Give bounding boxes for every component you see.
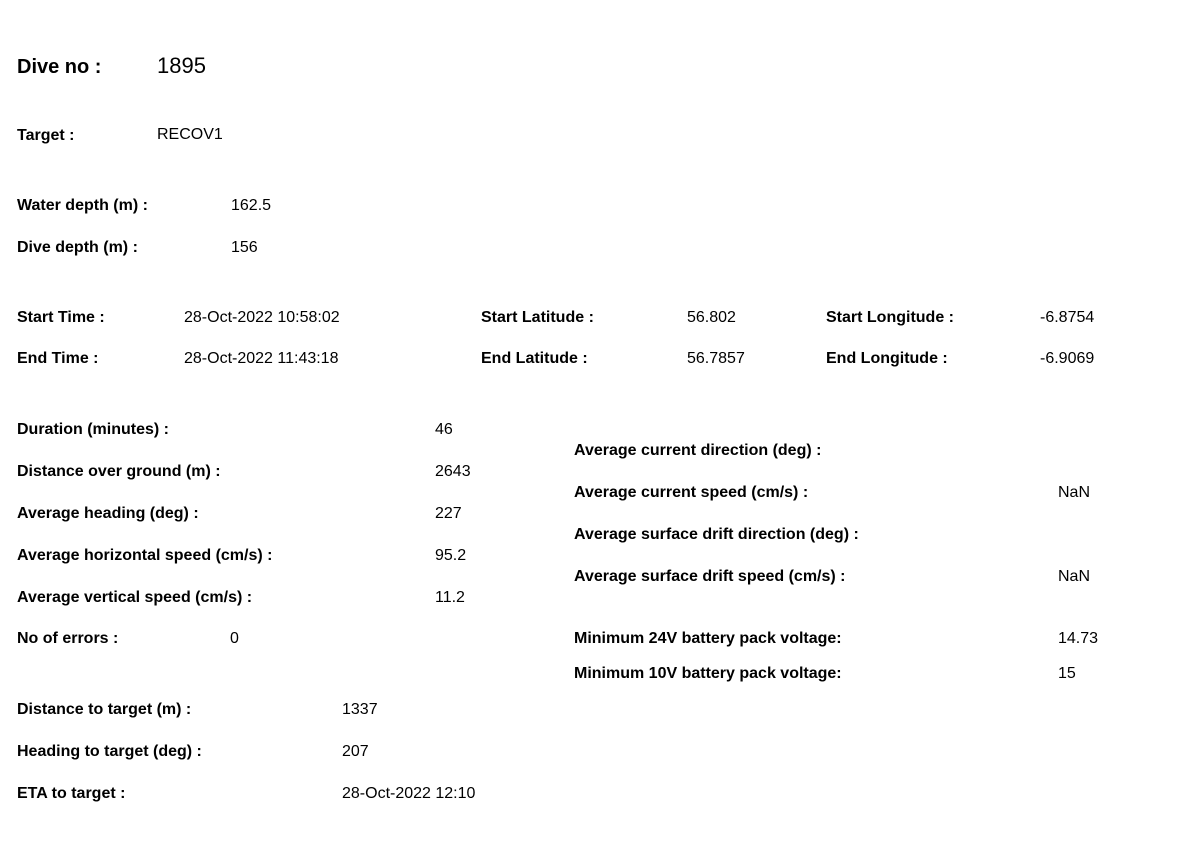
average-vertical-speed-label: Average vertical speed (cm/s) : [17, 589, 253, 606]
dive-depth-label: Dive depth (m) : [17, 239, 138, 256]
end-longitude-value: -6.9069 [1040, 350, 1095, 367]
battery-10v-value: 15 [1058, 665, 1076, 682]
average-heading-label: Average heading (deg) : [17, 505, 199, 522]
distance-over-ground-label: Distance over ground (m) : [17, 463, 221, 480]
battery-10v-label: Minimum 10V battery pack voltage: [574, 665, 842, 682]
errors-value: 0 [230, 630, 239, 647]
water-depth-value: 162.5 [231, 197, 272, 214]
start-latitude-value: 56.802 [687, 309, 736, 326]
surface-drift-speed-label: Average surface drift speed (cm/s) : [574, 568, 846, 585]
end-latitude-value: 56.7857 [687, 350, 745, 367]
distance-to-target-label: Distance to target (m) : [17, 701, 192, 718]
average-vertical-speed-value: 11.2 [435, 589, 465, 606]
average-horizontal-speed-value: 95.2 [435, 547, 467, 564]
heading-to-target-value: 207 [342, 743, 369, 760]
current-direction-label: Average current direction (deg) : [574, 442, 822, 459]
end-latitude-label: End Latitude : [481, 350, 588, 367]
errors-label: No of errors : [17, 630, 119, 647]
surface-drift-speed-value: NaN [1058, 568, 1091, 585]
battery-24v-value: 14.73 [1058, 630, 1099, 647]
start-time-value: 28-Oct-2022 10:58:02 [184, 309, 340, 326]
start-latitude-label: Start Latitude : [481, 309, 594, 326]
target-value: RECOV1 [157, 126, 223, 143]
end-time-label: End Time : [17, 350, 99, 367]
duration-value: 46 [435, 421, 453, 438]
end-longitude-label: End Longitude : [826, 350, 948, 367]
start-longitude-value: -6.8754 [1040, 309, 1095, 326]
average-heading-value: 227 [435, 505, 462, 522]
dive-no-value: 1895 [157, 53, 206, 78]
eta-to-target-label: ETA to target : [17, 785, 126, 802]
eta-to-target-value: 28-Oct-2022 12:10 [342, 785, 476, 802]
surface-drift-direction-label: Average surface drift direction (deg) : [574, 526, 859, 543]
duration-label: Duration (minutes) : [17, 421, 169, 438]
average-horizontal-speed-label: Average horizontal speed (cm/s) : [17, 547, 273, 564]
start-time-label: Start Time : [17, 309, 105, 326]
start-longitude-label: Start Longitude : [826, 309, 954, 326]
heading-to-target-label: Heading to target (deg) : [17, 743, 202, 760]
end-time-value: 28-Oct-2022 11:43:18 [184, 350, 339, 367]
water-depth-label: Water depth (m) : [17, 197, 148, 214]
distance-over-ground-value: 2643 [435, 463, 471, 480]
target-label: Target : [17, 127, 75, 144]
distance-to-target-value: 1337 [342, 701, 378, 718]
current-speed-value: NaN [1058, 484, 1091, 501]
dive-depth-value: 156 [231, 239, 258, 256]
current-speed-label: Average current speed (cm/s) : [574, 484, 809, 501]
dive-no-label: Dive no : [17, 56, 102, 78]
battery-24v-label: Minimum 24V battery pack voltage: [574, 630, 842, 647]
